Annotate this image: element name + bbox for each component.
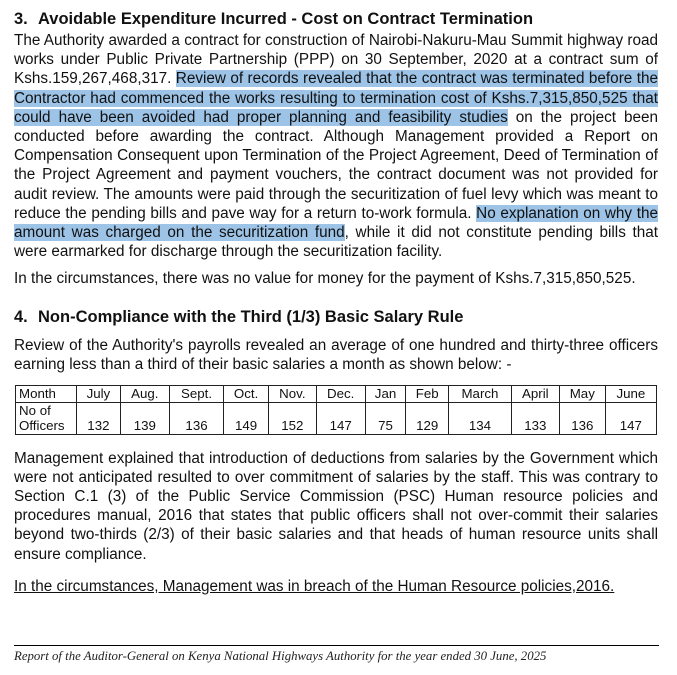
month-cell: Oct. <box>224 386 269 403</box>
officers-cell: 133 <box>511 402 559 434</box>
table-header-row <box>16 386 657 403</box>
table-header-label: Month <box>16 386 77 403</box>
officers-cell: 147 <box>316 402 365 434</box>
month-cell: Nov. <box>269 386 317 403</box>
highlight-securitization-fund: No explanation on why the amount was charged on the securitization fund <box>14 204 658 242</box>
month-cell: April <box>511 386 559 403</box>
officers-cell: 75 <box>365 402 406 434</box>
table-row-label <box>16 402 77 434</box>
section-3-conclusion: In the circumstances, there was no value for money for the payment of Kshs.7,315,850,525. <box>14 270 636 288</box>
section-4-heading <box>14 306 658 328</box>
officers-cell: 132 <box>77 402 121 434</box>
footer-divider <box>14 645 659 646</box>
section-4-title: Non-Compliance with the Third (1/3) Basic Salary Rule <box>38 307 464 326</box>
section-3-text-b: on the project been conducted before awarding the contract. Although Management provided a Report on Compensation Consequent upon Termination of the Project Agreement, Deed of Termination of the Project Agreement and payment vouchers, the contract document was not provided for audit review. The amounts were paid through the securitization of fuel levy which was meant to reduce the pending bills and pave way for a return to-work formula. <box>14 108 658 222</box>
section-3-heading <box>14 8 658 30</box>
officers-cell: 134 <box>449 402 512 434</box>
highlight-termination-cost: Review of records revealed that the contract was terminated before the Contractor had commenced the works resulting to termination cost of Kshs.7,315,850,525 that could have been avoided had proper planning and feasibility studies <box>14 70 658 126</box>
month-cell: Aug. <box>120 386 169 403</box>
section-4-number: 4. <box>14 307 28 326</box>
section-3-text-a: The Authority awarded a contract for construction of Nairobi-Nakuru-Mau Summit highway road works under Public Private Partnership (PPP) on 30 September, 2020 at a contract sum of Kshs.159,267,468,317. <box>14 32 658 88</box>
month-cell: Feb <box>406 386 449 403</box>
section-4-intro: Review of the Authority's payrolls revealed an average of one hundred and thirty-three officers earning less than a third of their basic salaries a month as shown below: - <box>14 336 658 373</box>
month-cell: May <box>559 386 605 403</box>
officers-cell: 136 <box>169 402 223 434</box>
salary-rule-table <box>15 385 657 435</box>
section-3-text-c: , while it did not constitute pending bills that were earmarked for discharge through the securitization facility. <box>14 224 659 261</box>
section-3-paragraph <box>14 31 658 261</box>
table-data-row <box>16 402 657 434</box>
month-cell: July <box>77 386 121 403</box>
month-cell: June <box>605 386 656 403</box>
officers-cell: 136 <box>559 402 605 434</box>
section-4-conclusion: In the circumstances, Management was in breach of the Human Resource policies,2016. <box>14 577 615 595</box>
document-page <box>14 8 658 596</box>
month-cell: Jan <box>365 386 406 403</box>
officers-cell: 139 <box>120 402 169 434</box>
officers-cell: 147 <box>605 402 656 434</box>
row-label-line1: No of <box>19 402 51 418</box>
page-footer: Report of the Auditor-General on Kenya National Highways Authority for the year ended 30 June, 2025 <box>14 649 547 663</box>
officers-cell: 152 <box>269 402 317 434</box>
month-cell: Dec. <box>316 386 365 403</box>
section-3-number: 3. <box>14 10 28 28</box>
section-4-management-paragraph: Management explained that introduction of deductions from salaries by the Government which were not anticipated resulted to over commitment of salaries by the staff. This was contrary to Section C.1 (3) of the Public Service Commission (PSC) Human resource policies and procedures manual, 2016 that states that public officers shall not over-commit their salaries beyond two-thirds (2/3) of their basic salaries and that heads of human resource units shall ensure compliance. <box>14 449 658 563</box>
month-cell: March <box>449 386 512 403</box>
officers-cell: 129 <box>406 402 449 434</box>
month-cell: Sept. <box>169 386 223 403</box>
officers-cell: 149 <box>224 402 269 434</box>
row-label-line2: Officers <box>19 418 65 434</box>
section-3-title: Avoidable Expenditure Incurred - Cost on Contract Termination <box>38 10 534 28</box>
